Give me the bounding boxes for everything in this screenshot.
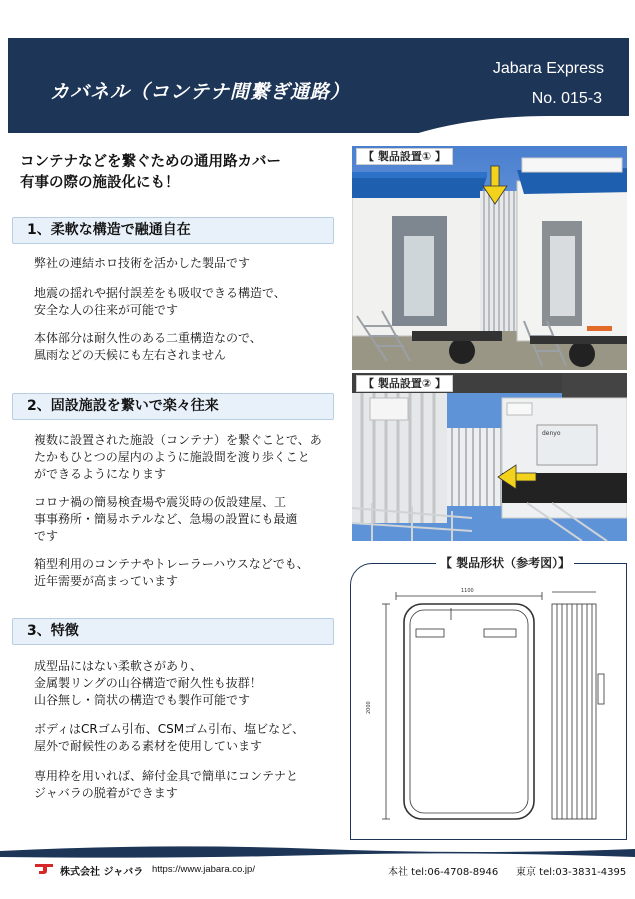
paragraph-line: 地震の揺れや据付誤差をも吸収できる構造で、 [34, 286, 286, 300]
company-name: 株式会社 ジャバラ [60, 867, 144, 878]
paragraph-line: 専用枠を用いれば、締付金具で簡単にコンテナと [34, 769, 299, 783]
installation-photo-2-illustration [352, 373, 627, 541]
section-heading: 2、固設施設を繋いで楽々往来 [12, 393, 334, 420]
paragraph-line: 金属製リングの山谷構造で耐久性も抜群！ [34, 676, 262, 690]
paragraph-line: ができるようになります [34, 467, 167, 481]
installation-photo-1-illustration [352, 146, 627, 370]
section-heading: 1、柔軟な構造で融通自在 [12, 217, 334, 244]
tokyo-phone: 東京 tel:03-3831-4395 [516, 867, 627, 878]
generator-sign: denyo [542, 430, 561, 437]
lead-text [20, 152, 281, 194]
paragraph-line: ボディはCRゴム引布、CSMゴム引布、塩ビなど、 [34, 722, 305, 736]
paragraph-line: 風雨などの天候にも左右されません [34, 348, 227, 362]
page-title: カバネル（コンテナ間繋ぎ通路） [50, 81, 351, 103]
paragraph-line: 弊社の連結ホロ技術を活かした製品です [34, 256, 251, 270]
photo-label: 【 製品設置① 】 [356, 148, 453, 165]
header-banner [8, 38, 629, 133]
company-logo-icon [34, 861, 54, 875]
footer [0, 858, 635, 880]
lead-line: コンテナなどを繋ぐための通用路カバー [20, 154, 281, 170]
technical-drawing [356, 574, 624, 836]
paragraph-line: 近年需要が高まっています [34, 574, 179, 588]
paragraph-line: 事事務所・簡易ホテルなど、急場の設置にも最適 [34, 512, 298, 526]
paragraph [34, 721, 334, 755]
paragraph-line: 成型品にはない柔軟さがあり、 [34, 659, 203, 673]
brand-name: Jabara Express [492, 60, 604, 77]
paragraph [34, 658, 334, 709]
paragraph-line: 複数に設置された施設（コンテナ）を繋ぐことで、あ [34, 433, 322, 447]
paragraph [34, 556, 334, 590]
headquarters-phone: 本社 tel:06-4708-8946 [388, 867, 499, 878]
paragraph-line: 本体部分は耐久性のある二重構造なので、 [34, 331, 262, 345]
paragraph [34, 285, 334, 319]
paragraph [34, 768, 334, 802]
photo-label: 【 製品設置② 】 [356, 375, 453, 392]
paragraph [34, 494, 334, 545]
diagram-title: 【 製品形状（参考図）】 [436, 554, 574, 571]
installation-photo-1 [352, 146, 627, 370]
paragraph-line: ジャバラの脱着ができます [34, 786, 178, 800]
height-dimension-label: 2000 [366, 701, 372, 714]
paragraph-line: たかもひとつの屋内のように施設間を渡り歩くこと [34, 450, 310, 464]
paragraph-line: 安全な人の往来が可能です [34, 303, 179, 317]
document-number: No. 015-3 [531, 90, 602, 107]
paragraph-line: 箱型利用のコンテナやトレーラーハウスなどでも、 [34, 557, 309, 571]
paragraph-line: です [34, 529, 59, 543]
paragraph-line: 屋外で耐候性のある素材を使用しています [34, 739, 263, 753]
header-curve [338, 116, 629, 133]
paragraph [34, 255, 334, 272]
company-url-link[interactable]: https://www.jabara.co.jp/ [152, 864, 255, 875]
section-heading: 3、特徴 [12, 618, 334, 645]
paragraph [34, 432, 334, 483]
paragraph [34, 330, 334, 364]
paragraph-line: コロナ禍の簡易検査場や震災時の仮設建屋、工 [34, 495, 287, 509]
paragraph-line: 山谷無し・筒状の構造でも製作可能です [34, 693, 251, 707]
installation-photo-2 [352, 373, 627, 541]
lead-line: 有事の際の施設化にも！ [20, 175, 180, 191]
width-dimension-label: 1100 [461, 588, 474, 594]
